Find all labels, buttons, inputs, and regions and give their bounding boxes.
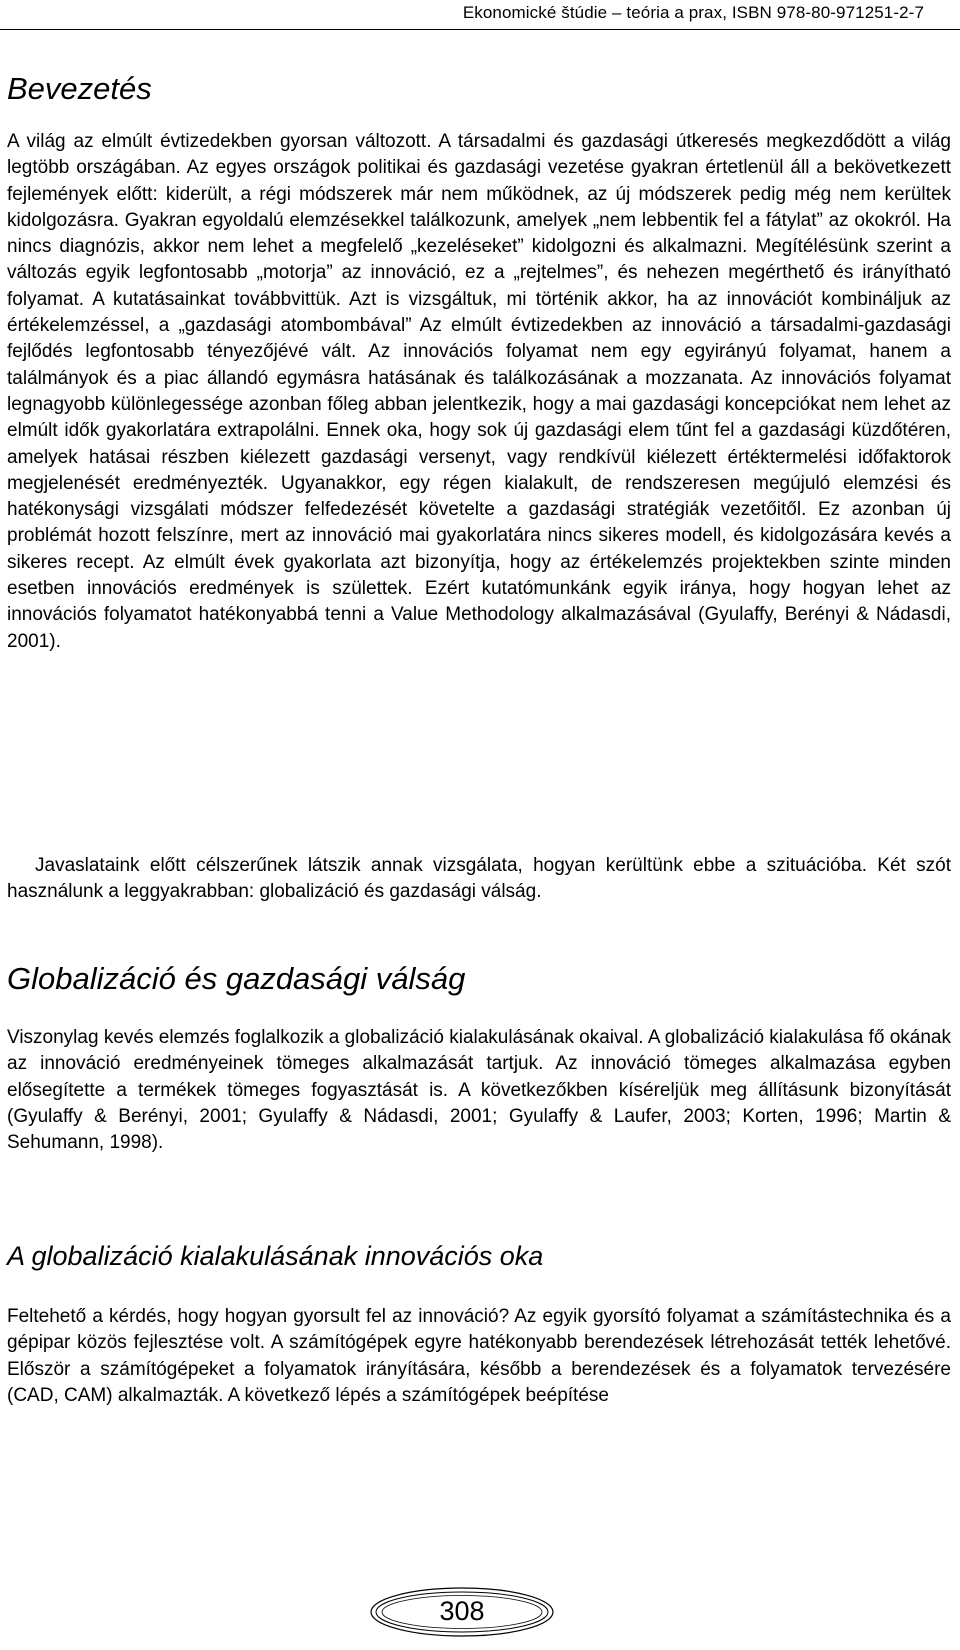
body-paragraph: Viszonylag kevés elemzés foglalkozik a globalizáció kialakulásának okaival. A globalizáció kialakulása fő okának az innováció eredményeinek tömeges alkalmazását tartjuk. Az innováció tömeges alkalmazása egyben elősegítette a termékek tömeges fogyasztását is. A következőkben kíséreljük meg állításunk bizonyítását (Gyulaffy & Berényi, 2001; Gyulaffy & Nádasdi, 2001; Gyulaffy & Laufer, 2003; Korten, 1996; Martin & Sehumann, 1998). <box>7 1027 951 1154</box>
section-heading-bevezetes: Bevezetés <box>7 71 152 106</box>
page-number: 308 <box>439 1596 485 1626</box>
body-paragraph-indented <box>7 853 951 906</box>
body-paragraph: A világ az elmúlt évtizedekben gyorsan változott. A társadalmi és gazdasági útkeresés megkezdődött a világ legtöbb országában. Az egyes országok politikai és gazdasági vezetése gyakran értetlenül áll a bekövetkezett fejlemények előtt: kiderült, a régi módszerek már nem működnek, az új módszerek pedig még nem kerültek kidolgozásra. Gyakran egyoldalú elemzésekkel találkozunk, amelyek „nem lebbentik fel a fátylat” az okokról. Ha nincs diagnózis, akkor nem lehet a megfelelő „kezeléseket” kidolgozni és alkalmazni. Megítélésünk szerint a változás egyik legfontosabb „motorja” az innováció, ez a „rejtelmes”, és nehezen megérthető és irányítható folyamat. A kutatásainkat továbbvittük. Azt is vizsgáltuk, mi történik akkor, ha az innovációt kombináljuk az értékelemzéssel, a „gazdasági atombombával” Az elmúlt évtizedekben az innováció a társadalmi-gazdasági fejlődés legfontosabb tényezőjévé vált. Az innovációs folyamat nem egy egyirányú folyamat, hanem a találmányok és a piac állandó egymásra hatásának és találkozásának a mozzanata. Az innovációs folyamat legnagyobb különlegessége azonban főleg abban jelentkezik, hogy a mai gazdasági koncepciókat nem lehet az elmúlt idők gyakorlatára extrapolálni. Ennek oka, hogy sok új gazdasági elem tűnt fel a gazdasági küzdőtéren, amelyek hatásai részben kiélezett gazdasági versenyt, vagy rendkívül kiélezett értéktermelési időfaktorok megjelenését eredményezték. Ugyanakkor, egy régen kialakult, de rendszeresen megújuló elemzési és hatékonysági vizsgálati módszer felfedezését követelte a gazdasági stratégiák vezetőitől. Ez azonban új problémát hozott felszínre, mert az innováció mai gyakorlatára nincs sikeres modell, és kidolgozására kevés a sikeres recept. Az elmúlt évek gyakorlata azt bizonyítja, hogy az értékelemzés projektekben szinte minden esetben innovációs eredmények is születtek. Ezért kutatómunkánk egyik iránya, hogy hogyan lehet az innovációs folyamatot hatékonyabbá tenni a Value Methodology alkalmazásával (Gyulaffy, Berényi & Nádasdi, 2001). <box>7 131 951 652</box>
section-heading-globalizacio: Globalizáció és gazdasági válság <box>7 961 466 996</box>
body-paragraph: Feltehető a kérdés, hogy hogyan gyorsult fel az innováció? Az egyik gyorsító folyamat a számítástechnika és a gépipar közös fejlesztése volt. A számítógépek egyre hatékonyabb berendezések létrehozását tették lehetővé. Először a számítógépeket a folyamatok irányítására, később a berendezések és a folyamatok tervezésére (CAD, CAM) alkalmazták. A következő lépés a számítógépek beépítése <box>7 1306 951 1406</box>
subsection-heading-innovacios-ok: A globalizáció kialakulásának innovációs oka <box>7 1241 544 1271</box>
header-divider <box>0 29 960 30</box>
body-paragraph-text: Javaslataink előtt célszerűnek látszik annak vizsgálata, hogyan kerültünk ebbe a szituációba. Két szót használunk a leggyakrabban: globalizáció és gazdasági válság. <box>7 855 951 903</box>
running-header: Ekonomické štúdie – teória a prax, ISBN 978-80-971251-2-7 <box>462 3 924 22</box>
